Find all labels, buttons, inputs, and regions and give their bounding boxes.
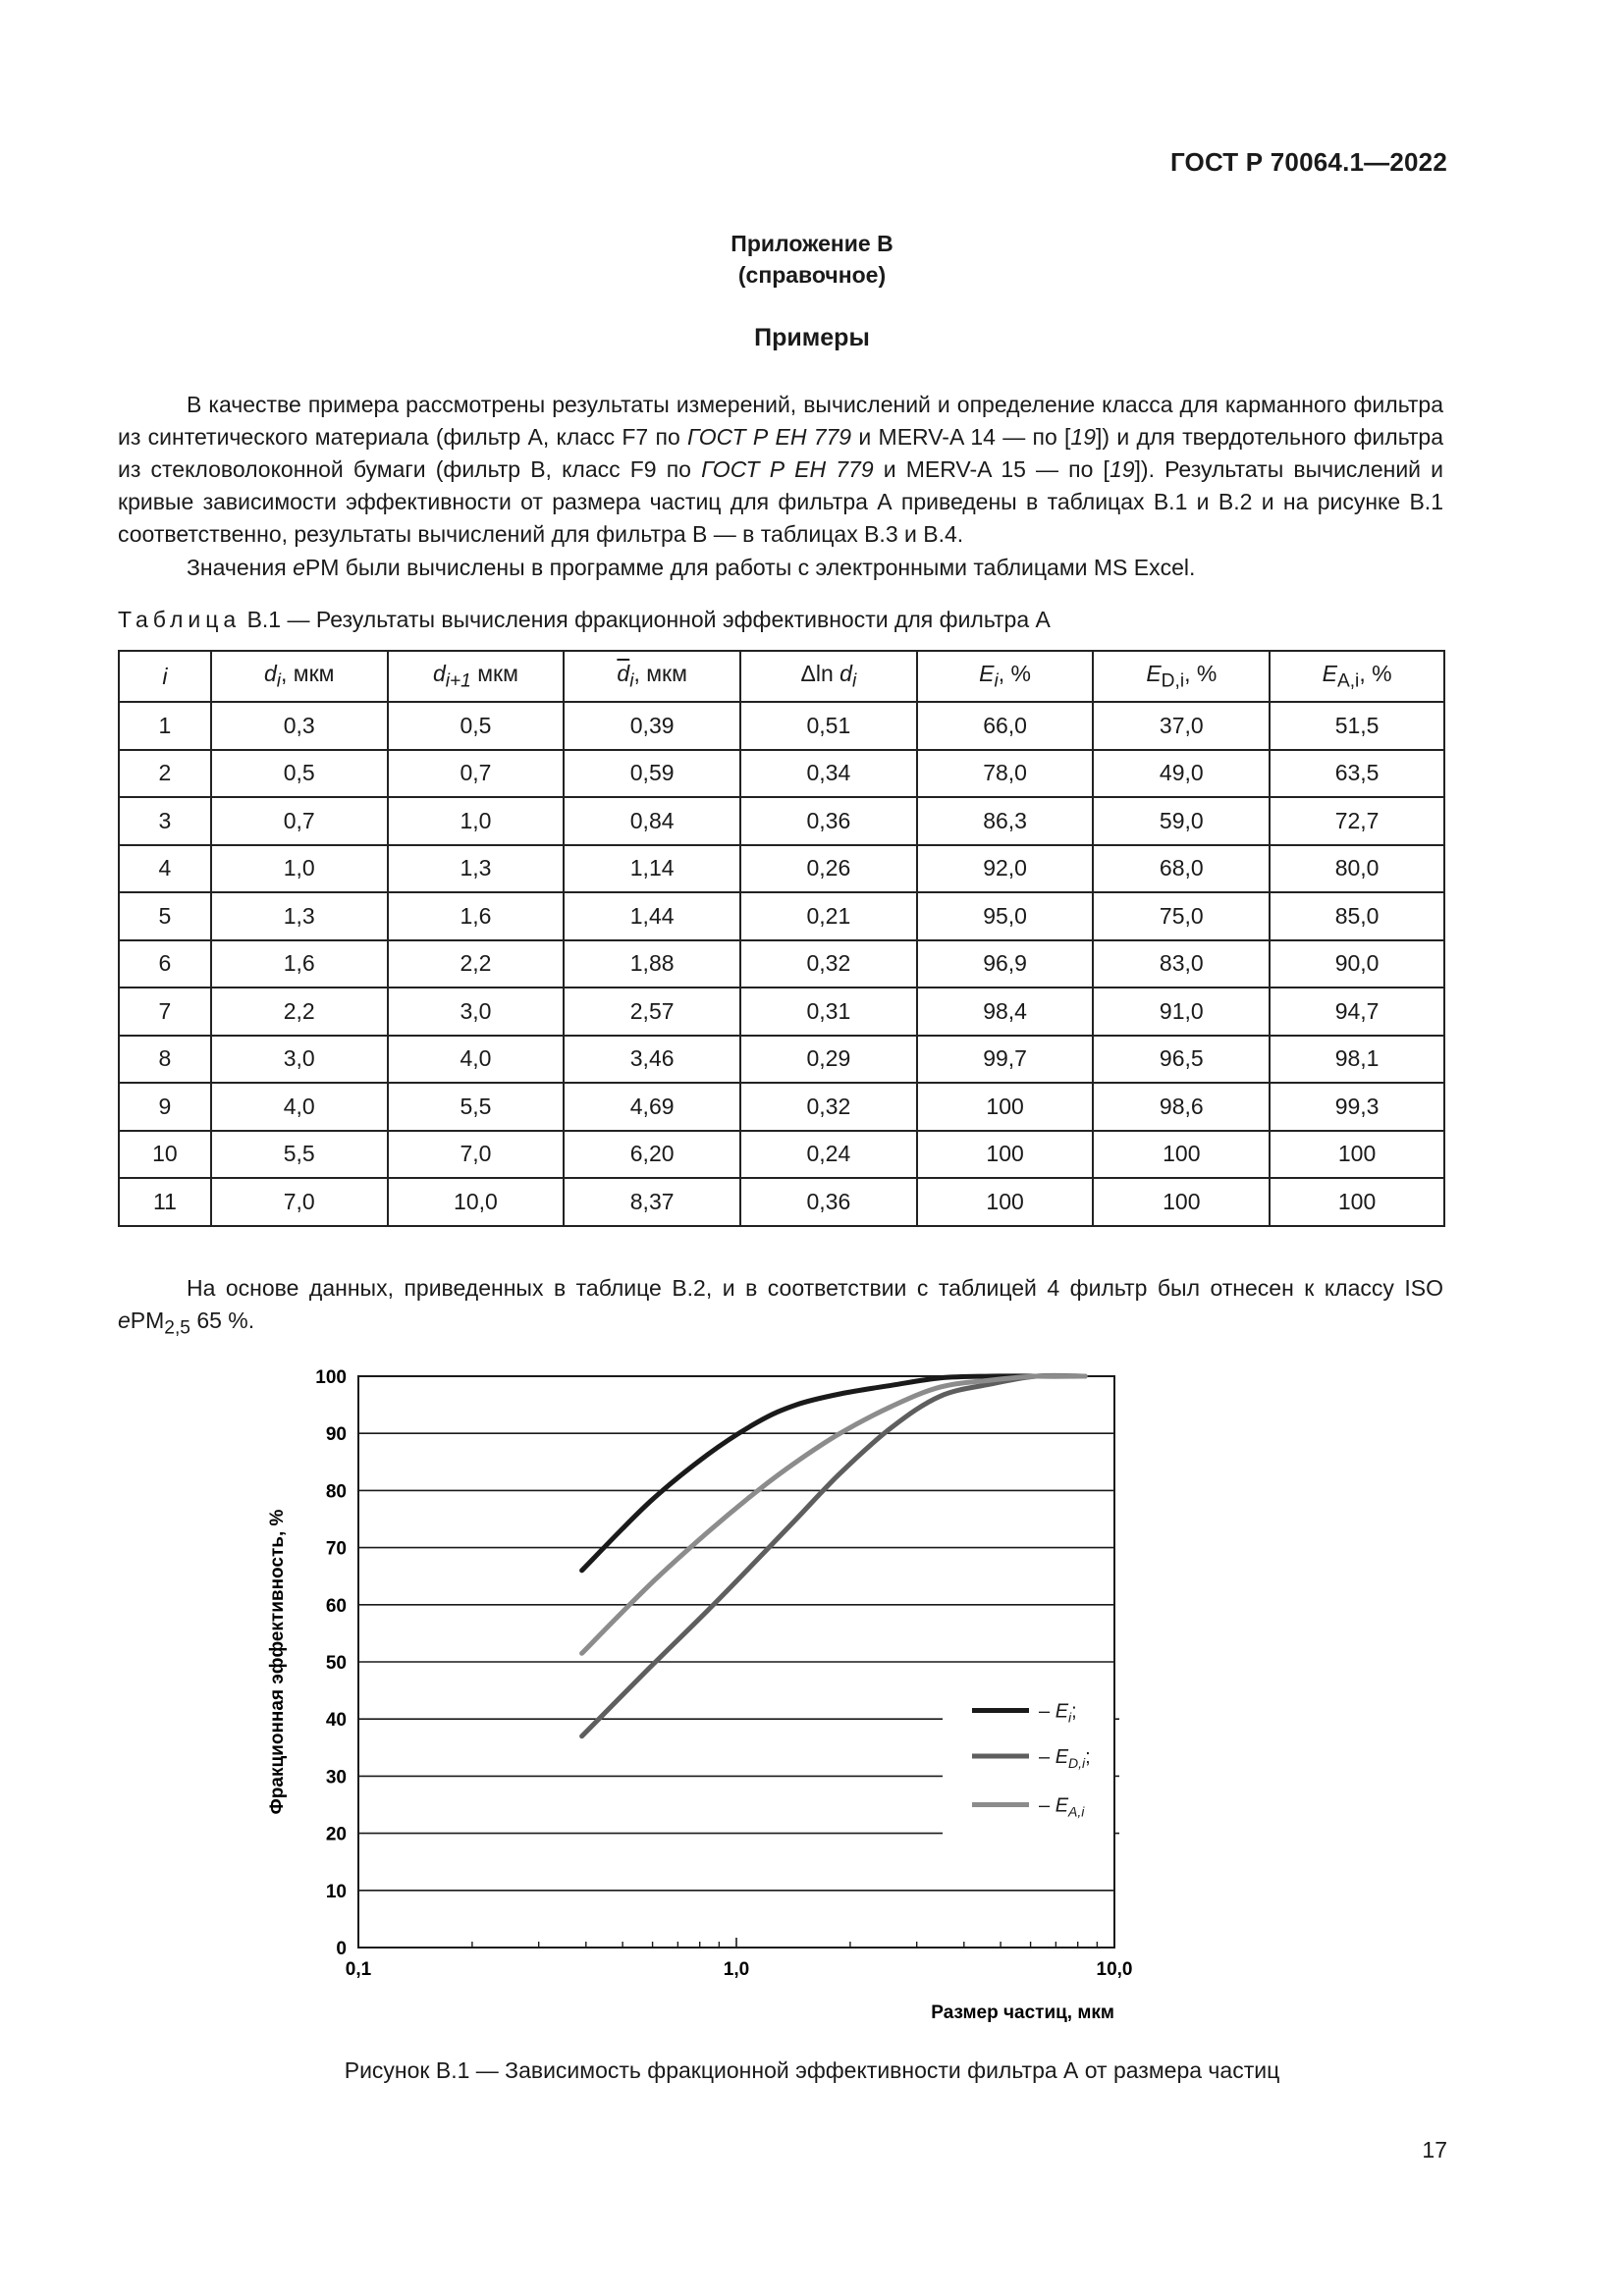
table-cell: 59,0 xyxy=(1093,797,1270,845)
legend-label: – $E_i$; xyxy=(1039,1700,1077,1726)
series-line-ei xyxy=(582,1376,1086,1571)
header-dln xyxy=(740,651,917,702)
table-cell: 1,3 xyxy=(211,892,388,940)
header-d-sub: i xyxy=(276,670,282,692)
table-cell: 0,32 xyxy=(740,940,917,988)
intro-text-3: ]) и для твердотельного фильтра из стекловолоконной бумаги (фильтр В, класс F9 по xyxy=(118,424,1443,482)
header-d-mean-symbol: $\overline{d}$ xyxy=(617,660,630,686)
table-cell: 7,0 xyxy=(388,1131,565,1179)
legend-label: – $E_{A,i}$ xyxy=(1039,1794,1085,1820)
table-row xyxy=(119,1131,1444,1179)
table-row xyxy=(119,1178,1444,1226)
header-e-symbol: E xyxy=(979,660,995,686)
series-line-edi xyxy=(582,1375,1086,1735)
table-cell: 4,0 xyxy=(211,1083,388,1131)
table-cell: 100 xyxy=(1093,1131,1270,1179)
table-cell: 66,0 xyxy=(917,702,1094,750)
table-cell: 5 xyxy=(119,892,211,940)
appendix-type: (справочное) xyxy=(737,262,887,288)
table-cell: 1,88 xyxy=(564,940,740,988)
table-cell: 91,0 xyxy=(1093,988,1270,1036)
table-cell: 3,0 xyxy=(388,988,565,1036)
header-ed-symbol: E xyxy=(1146,660,1162,686)
epm-prefix: e xyxy=(293,555,305,580)
table-cell: 51,5 xyxy=(1270,702,1444,750)
table-caption-text: В.1 — Результаты вычисления фракционной эффективности для фильтра А xyxy=(241,607,1051,632)
table-cell: 2 xyxy=(119,750,211,798)
intro-text-4: и MERV-A 15 — по [ xyxy=(873,456,1110,482)
figure-caption: Рисунок В.1 — Зависимость фракционной эффективности фильтра А от размера частиц xyxy=(344,2057,1280,2083)
table-cell: 3 xyxy=(119,797,211,845)
section-title: Примеры xyxy=(754,324,870,351)
table-cell: 5,5 xyxy=(211,1131,388,1179)
x-tick-label: 0,1 xyxy=(345,1959,372,1980)
intro-text-1: В качестве примера рассмотрены результаты измерений, вычислений и определение класса для карманного фильтра из синтетического материала (фильтр А, класс F7 по xyxy=(118,392,1443,450)
table-cell: 4 xyxy=(119,845,211,893)
y-tick-label: 40 xyxy=(325,1710,347,1732)
y-tick-label: 30 xyxy=(325,1767,347,1789)
header-d-next-symbol: d xyxy=(432,660,446,686)
header-ed-unit: , % xyxy=(1184,660,1218,686)
standard-header: ГОСТ Р 70064.1—2022 xyxy=(1169,147,1447,177)
header-dln-sub: i xyxy=(851,670,857,692)
header-ea-sub: A,i xyxy=(1336,670,1360,692)
y-tick-label: 10 xyxy=(325,1881,347,1902)
table-cell: 0,29 xyxy=(740,1036,917,1084)
table-cell: 1,0 xyxy=(211,845,388,893)
table-cell: 0,26 xyxy=(740,845,917,893)
table-cell: 7 xyxy=(119,988,211,1036)
table-cell: 49,0 xyxy=(1093,750,1270,798)
table-cell: 99,3 xyxy=(1270,1083,1444,1131)
table-cell: 2,2 xyxy=(388,940,565,988)
table-cell: 6,20 xyxy=(564,1131,740,1179)
table-caption xyxy=(118,607,1051,633)
table-row xyxy=(119,797,1444,845)
x-tick-label: 10,0 xyxy=(1096,1959,1133,1980)
standard-reference: ГОСТ Р ЕН 779 xyxy=(687,424,852,450)
y-tick-label: 20 xyxy=(325,1824,347,1845)
header-d xyxy=(211,651,388,702)
table-cell: 0,3 xyxy=(211,702,388,750)
legend-label: – $E_{D,i}$; xyxy=(1039,1746,1091,1772)
table-cell: 100 xyxy=(1093,1178,1270,1226)
header-index xyxy=(119,651,211,702)
table-cell: 94,7 xyxy=(1270,988,1444,1036)
header-ea-unit: , % xyxy=(1359,660,1392,686)
table-cell: 1,3 xyxy=(388,845,565,893)
table-cell: 1,6 xyxy=(388,892,565,940)
excel-text-2: PM были вычислены в программе для работы с электронными таблицами MS Excel. xyxy=(304,555,1196,580)
table-body xyxy=(119,702,1444,1226)
table-row xyxy=(119,892,1444,940)
table-cell: 11 xyxy=(119,1178,211,1226)
intro-text-5: ]). Результаты вычислений и кривые зависимости эффективности от размера частиц для фильтра А приведены в таблицах В.1 и В.2 и на рисунке В.1 соответственно, результаты вычислений для фильтра В — в таблицах В.3 и В.4. xyxy=(118,456,1444,547)
table-cell: 0,36 xyxy=(740,1178,917,1226)
table-cell: 1,6 xyxy=(211,940,388,988)
bibliography-reference: 19 xyxy=(1109,456,1135,482)
table-cell: 90,0 xyxy=(1270,940,1444,988)
excel-paragraph xyxy=(118,552,1443,584)
series-line-eai xyxy=(582,1376,1086,1654)
header-d-unit: , мкм xyxy=(281,660,335,686)
table-cell: 7,0 xyxy=(211,1178,388,1226)
header-d-next-unit: мкм xyxy=(470,660,518,686)
table-cell: 85,0 xyxy=(1270,892,1444,940)
y-tick-label: 70 xyxy=(325,1538,347,1560)
efficiency-chart xyxy=(265,1355,1296,2042)
excel-text-1: Значения xyxy=(187,555,294,580)
table-cell: 92,0 xyxy=(917,845,1094,893)
y-tick-label: 100 xyxy=(315,1367,347,1388)
table-cell: 99,7 xyxy=(917,1036,1094,1084)
header-ed xyxy=(1093,651,1270,702)
intro-paragraph xyxy=(118,389,1443,551)
standard-reference: ГОСТ Р ЕН 779 xyxy=(701,456,874,482)
table-cell: 2,57 xyxy=(564,988,740,1036)
table-cell: 8,37 xyxy=(564,1178,740,1226)
table-cell: 0,51 xyxy=(740,702,917,750)
table-cell: 0,7 xyxy=(211,797,388,845)
table-caption-word: Таблица xyxy=(118,607,242,632)
table-row xyxy=(119,988,1444,1036)
epm-label: PM xyxy=(130,1308,165,1333)
epm-subscript: 2,5 xyxy=(164,1317,190,1339)
table-cell: 10 xyxy=(119,1131,211,1179)
table-row xyxy=(119,750,1444,798)
header-e-unit: , % xyxy=(998,660,1032,686)
table-cell: 1,0 xyxy=(388,797,565,845)
header-dln-prefix: Δln xyxy=(800,660,840,686)
table-cell: 3,0 xyxy=(211,1036,388,1084)
table-cell: 100 xyxy=(917,1178,1094,1226)
table-cell: 37,0 xyxy=(1093,702,1270,750)
table-cell: 5,5 xyxy=(388,1083,565,1131)
table-cell: 6 xyxy=(119,940,211,988)
header-ea-symbol: E xyxy=(1322,660,1337,686)
header-d-mean-unit: , мкм xyxy=(633,660,687,686)
table-cell: 75,0 xyxy=(1093,892,1270,940)
y-tick-label: 60 xyxy=(325,1595,347,1617)
x-axis-label: Размер частиц, мкм xyxy=(931,2002,1114,2023)
table-header-row xyxy=(119,651,1444,702)
header-d-symbol: d xyxy=(263,660,277,686)
y-tick-label: 80 xyxy=(325,1481,347,1503)
table-cell: 98,6 xyxy=(1093,1083,1270,1131)
x-tick-label: 1,0 xyxy=(723,1959,750,1980)
table-cell: 100 xyxy=(1270,1131,1444,1179)
table-cell: 9 xyxy=(119,1083,211,1131)
table-cell: 98,1 xyxy=(1270,1036,1444,1084)
y-tick-label: 0 xyxy=(336,1939,347,1959)
class-paragraph xyxy=(118,1272,1443,1345)
table-cell: 0,5 xyxy=(211,750,388,798)
table-cell: 0,7 xyxy=(388,750,565,798)
table-row xyxy=(119,1083,1444,1131)
header-e-sub: i xyxy=(994,670,999,692)
header-ed-sub: D,i xyxy=(1161,670,1185,692)
table-row xyxy=(119,845,1444,893)
intro-text-2: и MERV-A 14 — по [ xyxy=(851,424,1071,450)
header-e xyxy=(917,651,1094,702)
table-cell: 0,31 xyxy=(740,988,917,1036)
table-cell: 4,69 xyxy=(564,1083,740,1131)
table-cell: 96,9 xyxy=(917,940,1094,988)
table-cell: 80,0 xyxy=(1270,845,1444,893)
table-cell: 2,2 xyxy=(211,988,388,1036)
efficiency-figure xyxy=(265,1355,1296,2042)
y-axis-label: Фракционная эффективность, % xyxy=(267,1509,288,1815)
table-row xyxy=(119,940,1444,988)
table-cell: 1,14 xyxy=(564,845,740,893)
table-cell: 0,24 xyxy=(740,1131,917,1179)
y-tick-label: 50 xyxy=(325,1653,347,1674)
header-d-mean xyxy=(564,651,740,702)
table-row xyxy=(119,1036,1444,1084)
header-ea xyxy=(1270,651,1444,702)
table-cell: 95,0 xyxy=(917,892,1094,940)
bibliography-reference: 19 xyxy=(1070,424,1097,450)
table-cell: 100 xyxy=(917,1083,1094,1131)
table-cell: 0,39 xyxy=(564,702,740,750)
header-index-label: i xyxy=(162,663,168,689)
table-cell: 78,0 xyxy=(917,750,1094,798)
page-number: 17 xyxy=(1422,2137,1447,2163)
table-cell: 83,0 xyxy=(1093,940,1270,988)
table-cell: 100 xyxy=(917,1131,1094,1179)
table-cell: 1,44 xyxy=(564,892,740,940)
table-cell: 0,21 xyxy=(740,892,917,940)
table-cell: 0,32 xyxy=(740,1083,917,1131)
epm-prefix: e xyxy=(118,1308,131,1333)
table-cell: 0,59 xyxy=(564,750,740,798)
appendix-title xyxy=(0,228,1624,291)
class-text-1: На основе данных, приведенных в таблице В.2, и в соответствии с таблицей 4 фильтр был отнесен к классу ISO xyxy=(187,1275,1443,1301)
table-cell: 8 xyxy=(119,1036,211,1084)
table-cell: 63,5 xyxy=(1270,750,1444,798)
table-cell: 0,84 xyxy=(564,797,740,845)
header-d-mean-sub: i xyxy=(629,670,634,692)
y-tick-label: 90 xyxy=(325,1424,347,1446)
header-d-next-sub: i+1 xyxy=(445,670,471,692)
table-cell: 3,46 xyxy=(564,1036,740,1084)
table-cell: 86,3 xyxy=(917,797,1094,845)
table-cell: 0,5 xyxy=(388,702,565,750)
class-text-2: 65 %. xyxy=(189,1308,255,1333)
table-cell: 1 xyxy=(119,702,211,750)
table-cell: 10,0 xyxy=(388,1178,565,1226)
table-cell: 4,0 xyxy=(388,1036,565,1084)
table-cell: 98,4 xyxy=(917,988,1094,1036)
table-row xyxy=(119,702,1444,750)
table-cell: 0,36 xyxy=(740,797,917,845)
header-d-next xyxy=(388,651,565,702)
efficiency-table xyxy=(118,650,1445,1227)
table-cell: 72,7 xyxy=(1270,797,1444,845)
table-cell: 100 xyxy=(1270,1178,1444,1226)
table-cell: 68,0 xyxy=(1093,845,1270,893)
appendix-label: Приложение В xyxy=(731,231,893,256)
header-dln-symbol: d xyxy=(839,660,852,686)
table-cell: 96,5 xyxy=(1093,1036,1270,1084)
table-cell: 0,34 xyxy=(740,750,917,798)
